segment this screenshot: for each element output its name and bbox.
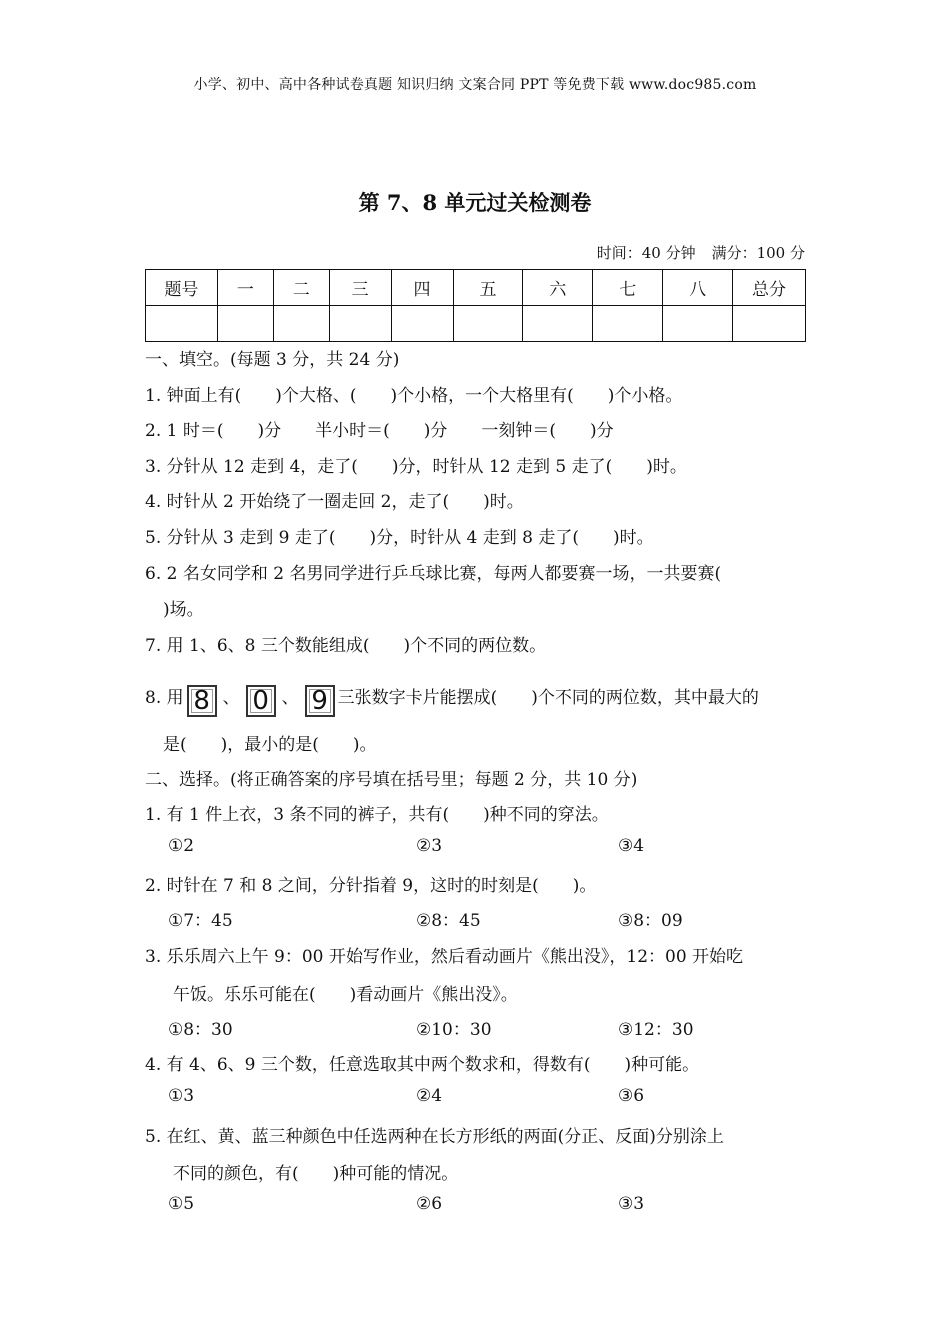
option-c: ③12：30: [618, 1020, 694, 1040]
question-1-5: 5. 分针从 3 走到 9 走了( )分，时针从 4 走到 8 走了( )时。: [145, 528, 654, 548]
q8-suffix: 三张数字卡片能摆成( )个不同的两位数，其中最大的: [337, 688, 759, 708]
option-a: ①2: [168, 836, 195, 856]
score-cell: [329, 306, 391, 342]
q8-prefix: 8. 用: [145, 688, 184, 708]
score-header-cell: 二: [273, 270, 329, 306]
page-title: 第 7、8 单元过关检测卷: [358, 190, 592, 215]
option-a: ①5: [168, 1194, 195, 1214]
score-cell: [593, 306, 663, 342]
question-2-1: 1. 有 1 件上衣，3 条不同的裤子，共有( )种不同的穿法。: [145, 805, 609, 825]
question-1-8: [145, 683, 759, 717]
score-cell: [391, 306, 453, 342]
option-b: ②4: [416, 1086, 443, 1106]
score-cell: [146, 306, 218, 342]
score-table-header-row: [146, 270, 806, 306]
digit-card-9: 9: [305, 685, 335, 717]
option-a: ①7：45: [168, 911, 233, 931]
score-cell: [217, 306, 273, 342]
question-2-2: 2. 时针在 7 和 8 之间，分针指着 9，这时的时刻是( )。: [145, 876, 597, 896]
section2-heading: 二、选择。(将正确答案的序号填在括号里；每题 2 分，共 10 分): [145, 770, 638, 790]
question-1-7: 7. 用 1、6、8 三个数能组成( )个不同的两位数。: [145, 636, 547, 656]
option-c: ③4: [618, 836, 645, 856]
question-2-3: 3. 乐乐周六上午 9：00 开始写作业，然后看动画片《熊出没》，12：00 开始吃: [145, 947, 744, 967]
question-2-5: 5. 在红、黄、蓝三种颜色中任选两种在长方形纸的两面(分正、反面)分别涂上: [145, 1127, 724, 1147]
full-score: 满分：100 分: [711, 244, 805, 262]
question-1-6: 6. 2 名女同学和 2 名男同学进行乒乓球比赛，每两人都要赛一场，一共要赛(: [145, 564, 722, 584]
q8-separator: 、: [222, 688, 240, 708]
score-cell: [523, 306, 593, 342]
digit-card-8: 8: [187, 685, 217, 717]
score-header-cell: 七: [593, 270, 663, 306]
question-2-5-cont: 不同的颜色，有( )种可能的情况。: [173, 1164, 459, 1184]
option-c: ③8：09: [618, 911, 683, 931]
score-cell: [273, 306, 329, 342]
option-a: ①8：30: [168, 1020, 233, 1040]
option-b: ②10：30: [416, 1020, 492, 1040]
question-1-2: 2. 1 时＝( )分 半小时＝( )分 一刻钟＝( )分: [145, 421, 614, 441]
digit-card-0: 0: [246, 685, 276, 717]
score-header-cell: 六: [523, 270, 593, 306]
option-c: ③6: [618, 1086, 645, 1106]
score-header-cell: 总分: [733, 270, 806, 306]
q8-separator: 、: [281, 688, 299, 708]
section1-heading: 一、填空。(每题 3 分，共 24 分): [145, 350, 400, 370]
question-1-6-cont: )场。: [163, 600, 204, 620]
exam-meta: [597, 242, 805, 263]
option-c: ③3: [618, 1194, 645, 1214]
score-header-cell: 五: [453, 270, 523, 306]
question-2-3-cont: 午饭。乐乐可能在( )看动画片《熊出没》。: [173, 985, 518, 1005]
score-header-cell: 四: [391, 270, 453, 306]
score-cell: [453, 306, 523, 342]
score-table: [145, 269, 806, 342]
question-2-4: 4. 有 4、6、9 三个数，任意选取其中两个数求和，得数有( )种可能。: [145, 1055, 700, 1075]
option-b: ②8：45: [416, 911, 481, 931]
question-1-8-cont: 是( )，最小的是( )。: [163, 735, 377, 755]
score-header-cell: 一: [217, 270, 273, 306]
option-b: ②3: [416, 836, 443, 856]
score-header-cell: 题号: [146, 270, 218, 306]
score-header-cell: 三: [329, 270, 391, 306]
score-header-cell: 八: [663, 270, 733, 306]
option-a: ①3: [168, 1086, 195, 1106]
score-cell: [663, 306, 733, 342]
question-1-3: 3. 分针从 12 走到 4，走了( )分，时针从 12 走到 5 走了( )时。: [145, 457, 687, 477]
time-limit: 时间：40 分钟: [596, 244, 696, 262]
question-1-4: 4. 时针从 2 开始绕了一圈走回 2，走了( )时。: [145, 492, 524, 512]
option-b: ②6: [416, 1194, 443, 1214]
score-cell: [733, 306, 806, 342]
question-1-1: 1. 钟面上有( )个大格、( )个小格，一个大格里有( )个小格。: [145, 386, 683, 406]
site-header: 小学、初中、高中各种试卷真题 知识归纳 文案合同 PPT 等免费下载 www.doc985.com: [193, 77, 757, 93]
score-table-blank-row: [146, 306, 806, 342]
